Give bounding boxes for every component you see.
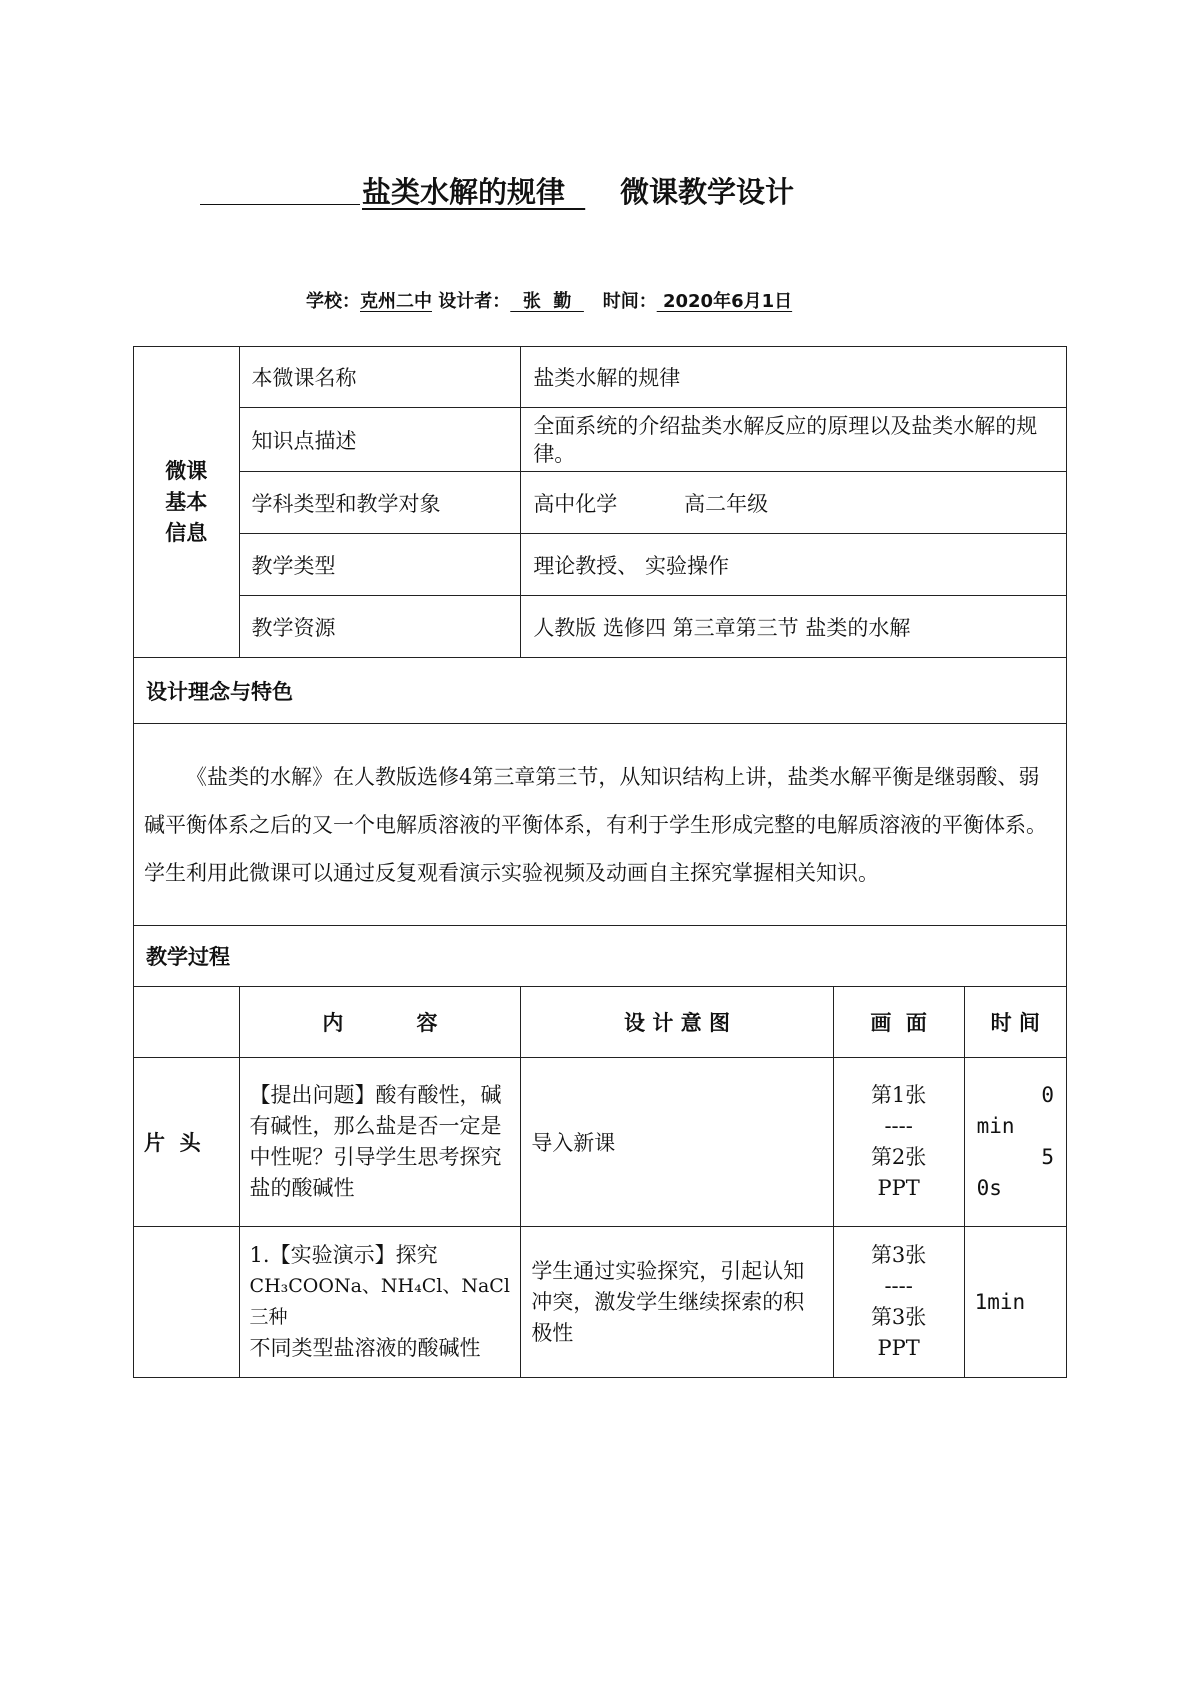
title-suffix: 微课教学设计 (620, 175, 795, 209)
content-column-header: 内 容 (239, 987, 521, 1058)
process-time: 0 min 5 0s (964, 1058, 1066, 1227)
design-concept-heading: 设计理念与特色 (134, 658, 1067, 724)
info-value: 高中化学 高二年级 (521, 472, 1067, 534)
school-label: 学校： (306, 291, 360, 312)
meta-line (306, 287, 792, 313)
info-row (134, 472, 1067, 534)
process-frame: 第1张 ---- 第2张 PPT (833, 1058, 964, 1227)
basic-info-group-label: 微课 基本 信息 (134, 347, 240, 658)
process-content: 1.【实验演示】探究 CH₃COONa、NH₄Cl、NaCl三种 不同类型盐溶液的酸碱性 (239, 1227, 521, 1378)
title-underline (200, 204, 360, 205)
info-value: 理论教授、 实验操作 (521, 534, 1067, 596)
process-intent: 学生通过实验探究，引起认知冲突，激发学生继续探索的积极性 (521, 1227, 833, 1378)
title-topic: 盐类水解的规律 (362, 175, 586, 209)
info-label: 教学资源 (239, 596, 521, 658)
design-table (133, 346, 1067, 1378)
time-column-header: 时 间 (964, 987, 1066, 1058)
info-value: 盐类水解的规律 (521, 347, 1067, 408)
process-content: 【提出问题】酸有酸性，碱有碱性，那么盐是否一定是中性呢？引导学生思考探究盐的酸碱性 (239, 1058, 521, 1227)
time-label: 时间： (602, 291, 657, 312)
design-concept-text: 《盐类的水解》在人教版选修4第三章第三节，从知识结构上讲，盐类水解平衡是继弱酸、弱碱平衡体系之后的又一个电解质溶液的平衡体系，有利于学生形成完整的电解质溶液的平衡体系。学生利用此微课可以通过反复观看演示实验视频及动画自主探究掌握相关知识。 (134, 724, 1067, 926)
designer-label: 设计者： (438, 291, 511, 312)
info-value: 全面系统的介绍盐类水解反应的原理以及盐类水解的规律。 (521, 408, 1067, 472)
process-intent: 导入新课 (521, 1058, 833, 1227)
info-label: 教学类型 (239, 534, 521, 596)
time-value: 2020年6月1日 (656, 291, 793, 312)
process-row (134, 1227, 1067, 1378)
designer-value: 张 勤 (510, 291, 584, 312)
info-label: 本微课名称 (239, 347, 521, 408)
stage-label (134, 1227, 240, 1378)
school-value: 克州二中 (360, 291, 432, 312)
process-heading: 教学过程 (134, 926, 1067, 987)
info-row (134, 347, 1067, 408)
page-title (200, 170, 820, 214)
stage-label: 片 头 (134, 1058, 240, 1227)
info-row (134, 534, 1067, 596)
info-row (134, 596, 1067, 658)
process-column-headers (134, 987, 1067, 1058)
info-label: 学科类型和教学对象 (239, 472, 521, 534)
info-label: 知识点描述 (239, 408, 521, 472)
process-frame: 第3张 ---- 第3张 PPT (833, 1227, 964, 1378)
info-row (134, 408, 1067, 472)
process-row (134, 1058, 1067, 1227)
process-time: 1min (964, 1227, 1066, 1378)
info-value: 人教版 选修四 第三章第三节 盐类的水解 (521, 596, 1067, 658)
frame-column-header: 画 面 (833, 987, 964, 1058)
intent-column-header: 设 计 意 图 (521, 987, 833, 1058)
stage-column-header (134, 987, 240, 1058)
